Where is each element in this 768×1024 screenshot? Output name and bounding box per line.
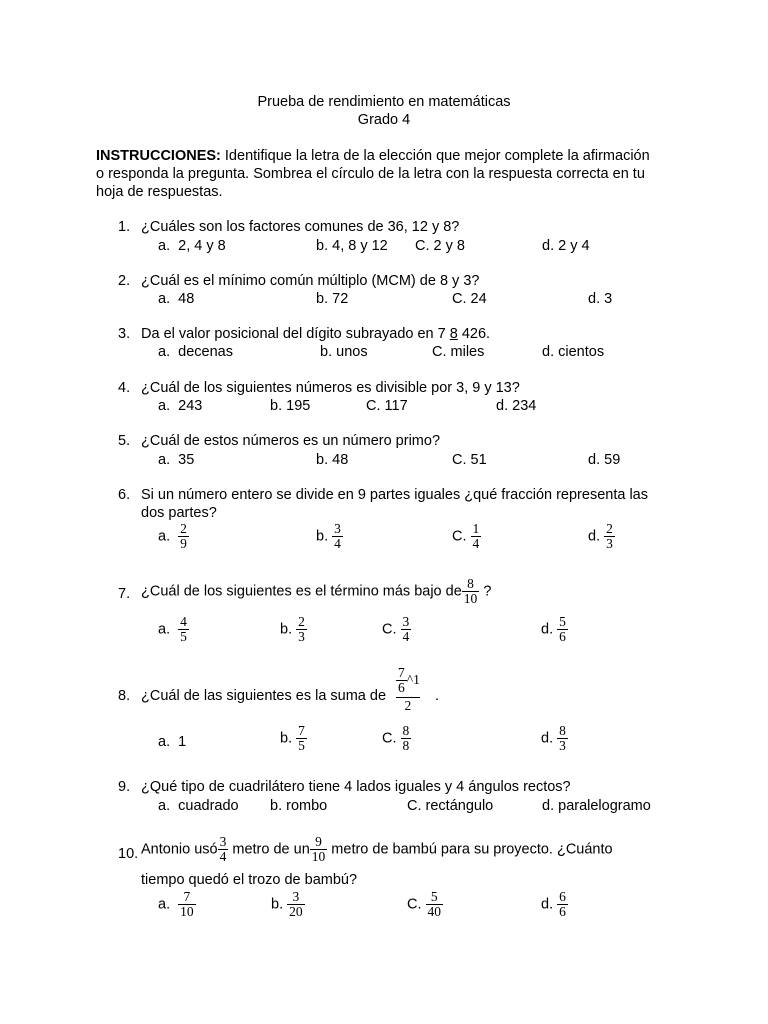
option-letter: d. <box>542 238 555 254</box>
option-letter: a. <box>158 291 171 307</box>
option-letter: d. <box>542 344 555 360</box>
answer-option[interactable] <box>542 798 651 814</box>
answer-option[interactable] <box>320 344 368 360</box>
option-value: miles <box>450 344 485 360</box>
answer-option[interactable] <box>415 238 465 254</box>
answer-option[interactable] <box>316 238 388 254</box>
answer-option[interactable] <box>541 724 568 753</box>
question-text: Si un número entero se divide en 9 partes iguales ¿qué fracción representa las <box>141 487 648 503</box>
question-number: 3. <box>118 326 131 342</box>
option-value: 35 <box>178 452 195 468</box>
option-value: 195 <box>286 398 311 414</box>
answer-option[interactable] <box>366 398 408 414</box>
answer-option[interactable] <box>407 890 443 919</box>
fraction: $\frac{9}{10}$ <box>311 834 326 865</box>
fraction: $\frac{7}{10}$ <box>180 889 194 920</box>
option-value: 2 y 8 <box>433 238 465 254</box>
option-letter: b. <box>320 344 333 360</box>
question-number: 1. <box>118 219 131 235</box>
option-letter: d. <box>541 621 554 638</box>
underlined-digit: 8 <box>449 326 458 342</box>
question-text: ¿Qué tipo de cuadrilátero tiene 4 lados iguales y 4 ángulos rectos? <box>141 779 571 795</box>
option-value: 4, 8 y 12 <box>332 238 388 254</box>
option-letter: a. <box>158 896 171 913</box>
answer-option[interactable] <box>158 615 189 644</box>
option-letter: C. <box>407 798 422 814</box>
answer-option[interactable] <box>280 615 307 644</box>
option-value: 2, 4 y 8 <box>178 238 226 254</box>
option-letter: a. <box>158 398 171 414</box>
option-letter: d. <box>541 730 554 747</box>
answer-option[interactable] <box>158 798 239 814</box>
sentence-period: . <box>435 688 440 704</box>
option-letter: d. <box>496 398 509 414</box>
answer-option[interactable] <box>541 890 568 919</box>
grade-label: Grado 4 <box>357 112 411 128</box>
instructions-line-2: o responda la pregunta. Sombrea el círculo de la letra con la respuesta correcta en tu <box>96 166 645 182</box>
question-text: ¿Cuál de las siguientes es la suma de <box>141 688 387 704</box>
question-number: 6. <box>118 487 131 503</box>
option-letter: b. <box>316 452 329 468</box>
option-value: 24 <box>470 291 487 307</box>
fraction: $\frac{8}{3}$ <box>559 723 566 754</box>
fraction: $\frac{3}{20}$ <box>289 889 303 920</box>
instructions-label: INSTRUCCIONES: <box>96 148 221 164</box>
option-value: 51 <box>470 452 487 468</box>
option-letter: C. <box>432 344 447 360</box>
option-value: 48 <box>332 452 349 468</box>
answer-option[interactable] <box>158 452 194 468</box>
option-letter: d. <box>542 798 555 814</box>
question-number: 10. <box>118 846 139 862</box>
question-text: Da el valor posicional del dígito subrayado en 7 8 426. <box>141 326 491 342</box>
option-letter: C. <box>366 398 381 414</box>
answer-option[interactable] <box>158 890 196 919</box>
answer-option[interactable] <box>158 238 226 254</box>
option-letter: b. <box>271 896 284 913</box>
instructions-text: Identifique la letra de la elección que mejor complete la afirmación <box>224 148 650 164</box>
option-letter: b. <box>316 238 329 254</box>
option-letter: a. <box>158 528 171 545</box>
answer-option[interactable] <box>452 452 487 468</box>
answer-option[interactable] <box>432 344 484 360</box>
instructions-line-1 <box>96 148 650 164</box>
answer-option[interactable] <box>541 615 568 644</box>
question-number: 5. <box>118 433 131 449</box>
instructions-line-3: hoja de respuestas. <box>96 184 223 200</box>
answer-option[interactable] <box>382 615 411 644</box>
answer-option[interactable] <box>158 522 189 551</box>
answer-option[interactable] <box>158 344 233 360</box>
option-value: 72 <box>332 291 349 307</box>
option-letter: a. <box>158 734 171 750</box>
question-number: 7. <box>118 586 131 602</box>
question-text: Antonio usó $\frac{3}{4}$ metro de un $\frac{9}{10}$ metro de bambú para su proyecto. ¿Cuánto <box>141 834 613 865</box>
answer-option[interactable] <box>496 398 536 414</box>
inner-operator: ^1 <box>406 671 420 687</box>
option-letter: d. <box>588 452 601 468</box>
option-value: 3 <box>604 291 613 307</box>
answer-option[interactable] <box>270 798 327 814</box>
fraction: $\frac{2}{3}$ <box>298 614 305 645</box>
question-text: ¿Cuál de los siguientes números es divisible por 3, 9 y 13? <box>141 380 520 396</box>
fraction: $\frac{5}{40}$ <box>427 889 442 920</box>
option-letter: C. <box>415 238 430 254</box>
answer-option[interactable] <box>542 344 604 360</box>
inner-expression <box>396 666 420 695</box>
inner-fraction: $\frac{7}{6}$ <box>398 665 405 696</box>
fraction: $\frac{7}{5}$ <box>298 723 305 754</box>
option-value: 243 <box>178 398 203 414</box>
answer-option[interactable] <box>158 734 186 750</box>
option-letter: b. <box>316 291 329 307</box>
fraction: $\frac{2}{3}$ <box>606 521 613 552</box>
option-value: decenas <box>178 344 233 360</box>
answer-option[interactable] <box>316 291 348 307</box>
answer-option[interactable] <box>542 238 590 254</box>
option-letter: b. <box>280 730 293 747</box>
option-letter: b. <box>316 528 329 545</box>
option-value: 1 <box>178 734 187 750</box>
question-text-continued: dos partes? <box>141 505 217 521</box>
option-value: rectángulo <box>425 798 494 814</box>
answer-option[interactable] <box>158 398 202 414</box>
option-letter: C. <box>382 730 397 747</box>
answer-option[interactable] <box>452 291 487 307</box>
answer-option[interactable] <box>316 522 343 551</box>
answer-option[interactable] <box>407 798 493 814</box>
option-value: rombo <box>286 798 328 814</box>
fraction: $\frac{8}{10}$ <box>463 576 478 607</box>
option-letter: a. <box>158 238 171 254</box>
question-number: 4. <box>118 380 131 396</box>
option-letter: d. <box>588 528 601 545</box>
answer-option[interactable] <box>382 724 411 753</box>
question-number: 2. <box>118 273 131 289</box>
option-letter: b. <box>270 398 283 414</box>
question-text: ¿Cuál de estos números es un número primo? <box>141 433 441 449</box>
option-letter: C. <box>452 291 467 307</box>
answer-option[interactable] <box>271 890 305 919</box>
fraction: $\frac{8}{8}$ <box>402 723 410 754</box>
option-value: 48 <box>178 291 195 307</box>
option-value: 117 <box>384 398 408 414</box>
option-letter: d. <box>541 896 554 913</box>
outer-denominator: 2 <box>396 697 420 713</box>
option-letter: b. <box>270 798 283 814</box>
fraction: $\frac{2}{9}$ <box>180 521 187 552</box>
option-value: cientos <box>558 344 605 360</box>
page-title: Prueba de rendimiento en matemáticas <box>257 94 511 110</box>
fraction: $\frac{6}{6}$ <box>559 889 566 920</box>
option-letter: a. <box>158 621 171 638</box>
fraction: $\frac{3}{4}$ <box>219 834 227 865</box>
answer-option[interactable] <box>452 522 481 551</box>
question-text: ¿Cuál es el mínimo común múltiplo (MCM) de 8 y 3? <box>141 273 480 289</box>
fraction: $\frac{1}{4}$ <box>472 521 480 552</box>
compound-fraction <box>396 666 420 714</box>
fraction: $\frac{3}{4}$ <box>402 614 410 645</box>
option-value: 2 y 4 <box>558 238 590 254</box>
question-text: ¿Cuál de los siguientes es el término más bajo de $\frac{8}{10}$ ? <box>141 576 492 607</box>
option-letter: C. <box>382 621 397 638</box>
answer-option[interactable] <box>588 522 615 551</box>
option-letter: a. <box>158 452 171 468</box>
question-text: ¿Cuáles son los factores comunes de 36, 12 y 8? <box>141 219 460 235</box>
question-text-continued: tiempo quedó el trozo de bambú? <box>141 872 358 888</box>
option-letter: d. <box>588 291 601 307</box>
answer-option[interactable] <box>158 291 194 307</box>
answer-option[interactable] <box>280 724 307 753</box>
option-value: unos <box>336 344 368 360</box>
answer-option[interactable] <box>316 452 348 468</box>
question-number: 8. <box>118 688 131 704</box>
answer-option[interactable] <box>270 398 310 414</box>
option-letter: C. <box>452 452 467 468</box>
fraction: $\frac{5}{6}$ <box>559 614 566 645</box>
answer-option[interactable] <box>588 452 620 468</box>
answer-option[interactable] <box>588 291 612 307</box>
fraction: $\frac{4}{5}$ <box>180 614 187 645</box>
option-letter: C. <box>407 896 422 913</box>
fraction: $\frac{3}{4}$ <box>334 521 341 552</box>
option-value: 59 <box>604 452 621 468</box>
option-letter: C. <box>452 528 467 545</box>
option-letter: a. <box>158 798 171 814</box>
option-value: paralelogramo <box>558 798 651 814</box>
option-letter: b. <box>280 621 293 638</box>
option-value: cuadrado <box>178 798 239 814</box>
option-value: 234 <box>512 398 537 414</box>
option-letter: a. <box>158 344 171 360</box>
question-number: 9. <box>118 779 131 795</box>
